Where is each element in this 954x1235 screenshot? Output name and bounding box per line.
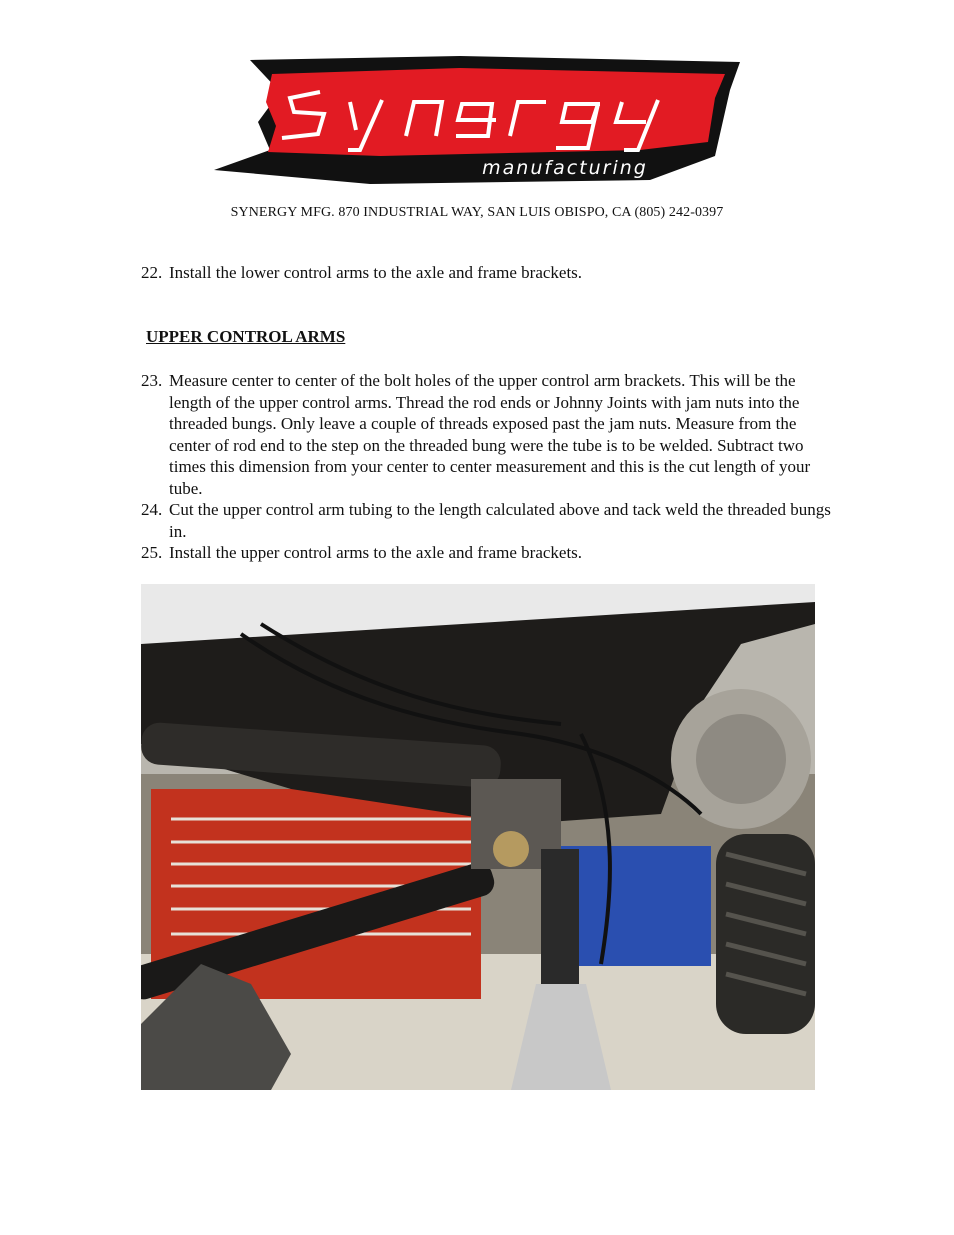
blue-cart xyxy=(561,846,711,966)
step-text: Cut the upper control arm tubing to the length calculated above and tack weld the threaded bungs in. xyxy=(169,500,831,541)
step-text: Install the upper control arms to the axle and frame brackets. xyxy=(169,543,583,562)
step-number: 25. xyxy=(141,543,163,562)
step-text: Install the lower control arms to the axle and frame brackets. xyxy=(169,263,583,282)
synergy-manufacturing-logo xyxy=(210,52,748,188)
upper-control-arm-photo xyxy=(141,584,815,1090)
step-item xyxy=(141,370,831,499)
company-address: SYNERGY MFG. 870 INDUSTRIAL WAY, SAN LUIS OBISPO, CA (805) 242-0397 xyxy=(230,205,724,220)
step-item xyxy=(141,542,831,564)
logo-red-wordmark xyxy=(266,68,725,156)
step-number: 24. xyxy=(141,500,163,519)
step-number: 22. xyxy=(141,263,163,282)
step-item xyxy=(141,499,831,542)
step-text: Measure center to center of the bolt holes of the upper control arm brackets. This will be the length of the upper control arms. Thread the rod ends or Johnny Joints with jam nuts into the threaded bungs. Only leave a couple of threads exposed past the jam nuts. Measure from the center of rod end to the step on the threaded bung were the tube is to be welded. Subtract two times this dimension from your center to center measurement and this is the cut length of your tube. xyxy=(169,371,811,498)
step-item xyxy=(141,262,831,284)
step-number: 23. xyxy=(141,371,163,390)
section-heading: UPPER CONTROL ARMS xyxy=(146,327,346,346)
logo-tagline: manufacturing xyxy=(482,157,648,179)
jack-stand xyxy=(541,849,579,989)
